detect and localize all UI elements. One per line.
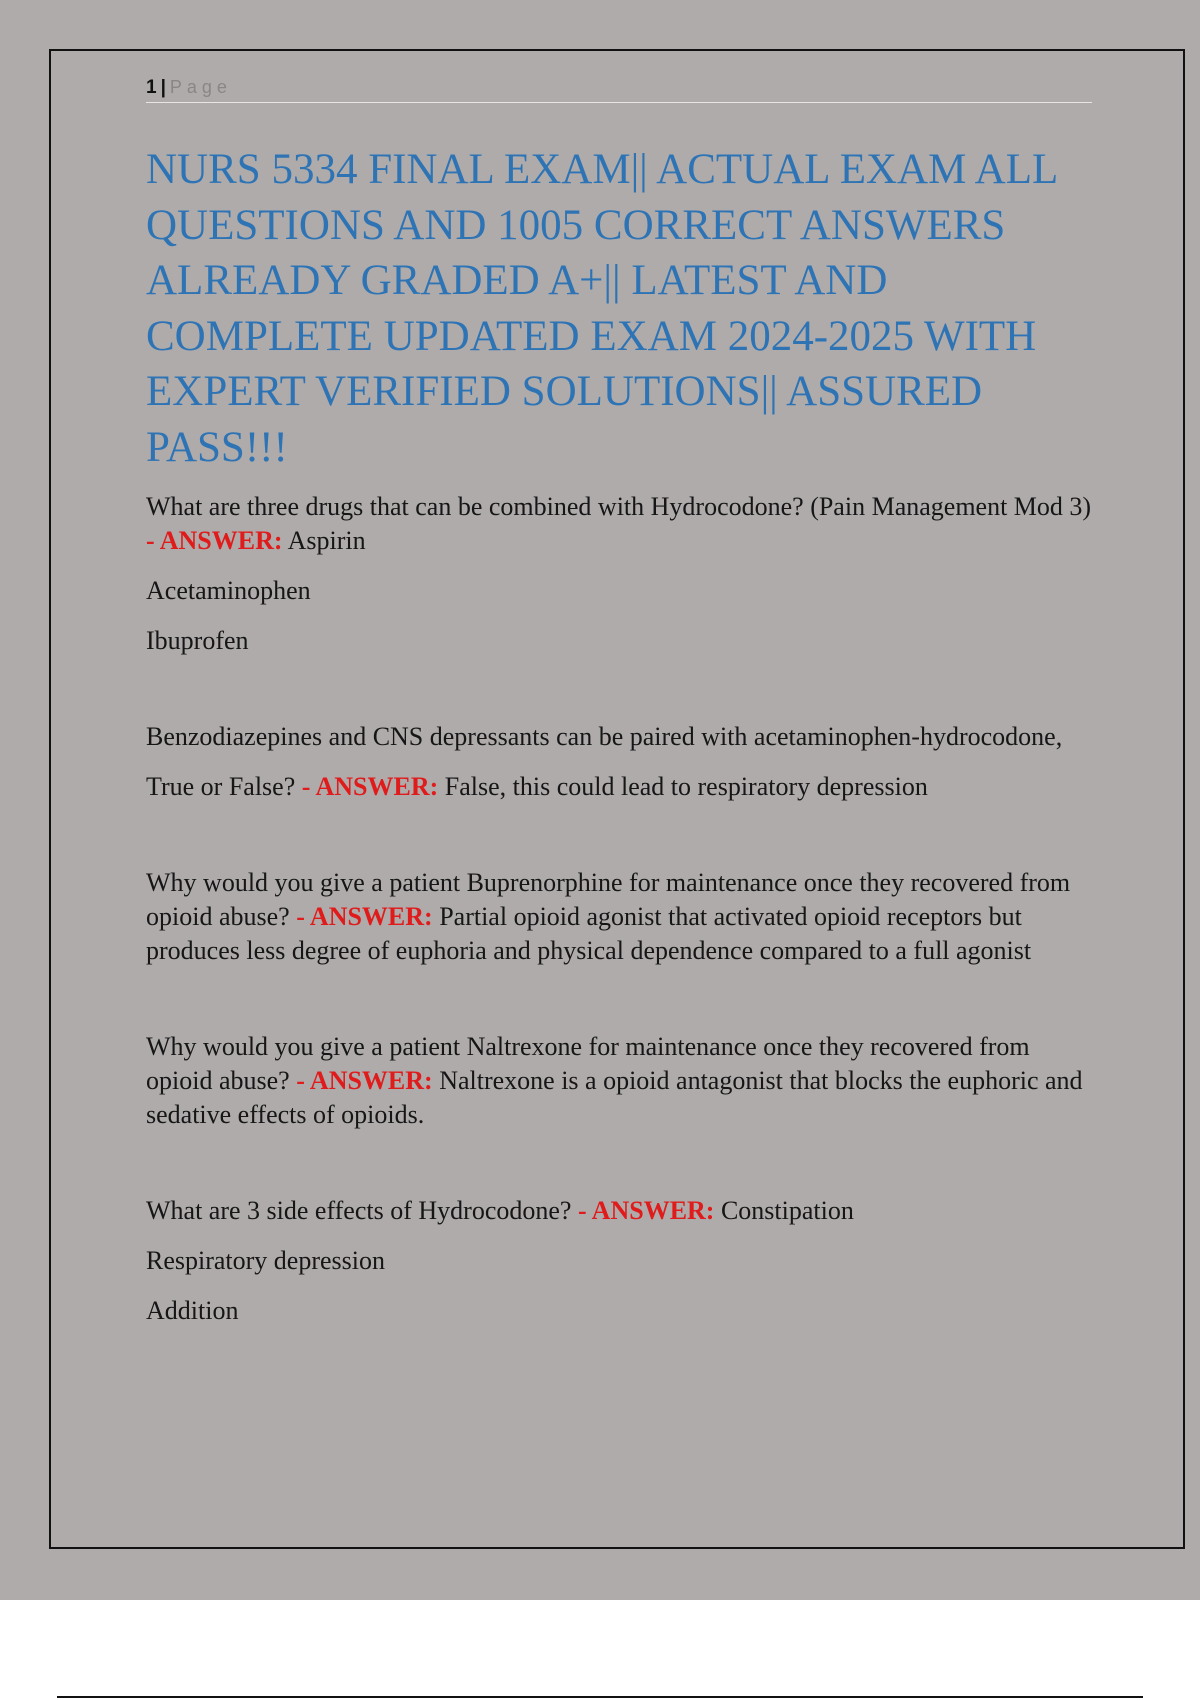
answer-line: Acetaminophen — [146, 576, 311, 605]
spacer — [146, 1148, 1096, 1194]
answer-line: Respiratory depression — [146, 1246, 386, 1275]
spacer — [146, 984, 1096, 1030]
qa-item-3 — [146, 866, 1096, 968]
answer-label: - ANSWER: — [577, 1196, 715, 1225]
qa-item-4 — [146, 1030, 1096, 1132]
qa-item-1 — [146, 490, 1096, 558]
answer-text: Partial opioid agonist that activated opioid receptors but produces less degree of euphoria and physical dependence compared to a full agonist — [146, 902, 1032, 965]
answer-line: Addition — [146, 1296, 239, 1325]
page-header — [146, 74, 1092, 103]
answer-line: Ibuprofen — [146, 626, 249, 655]
answer-text: Aspirin — [287, 526, 366, 555]
answer-label: - ANSWER: — [301, 772, 439, 801]
page-number: 1 — [146, 77, 157, 98]
answer-text: Naltrexone is a opioid antagonist that blocks the euphoric and sedative effects of opioids. — [146, 1066, 1083, 1129]
spacer — [146, 674, 1096, 720]
question-text: True or False? — [146, 772, 296, 801]
qa-content — [146, 490, 1096, 1344]
page-separator: | — [160, 77, 166, 98]
spacer — [146, 820, 1096, 866]
qa-item-2 — [146, 770, 1096, 804]
page-label: Page — [169, 77, 232, 97]
answer-text: Constipation — [720, 1196, 854, 1225]
answer-text: False, this could lead to respiratory depression — [444, 772, 928, 801]
question-text: Why would you give a patient Buprenorphine for maintenance once they recovered from opioid abuse? — [146, 868, 1071, 931]
qa-item-5 — [146, 1194, 1096, 1228]
question-text: Why would you give a patient Naltrexone for maintenance once they recovered from opioid abuse? — [146, 1032, 1030, 1095]
question-text: What are 3 side effects of Hydrocodone? — [146, 1196, 572, 1225]
document-title: NURS 5334 FINAL EXAM|| ACTUAL EXAM ALL QUESTIONS AND 1005 CORRECT ANSWERS ALREADY GRADED A+|| LATEST AND COMPLETE UPDATED EXAM 2024-2025 WITH EXPERT VERIFIED SOLUTIONS|| ASSURED PASS!!! — [146, 146, 1057, 471]
answer-label: - ANSWER: — [146, 526, 283, 555]
answer-label: - ANSWER: — [296, 902, 433, 931]
question-text: What are three drugs that can be combined with Hydrocodone? (Pain Management Mod 3) — [146, 492, 1092, 521]
answer-label: - ANSWER: — [296, 1066, 433, 1095]
qa-item-2-intro: Benzodiazepines and CNS depressants can be paired with acetaminophen-hydrocodone, — [146, 722, 1063, 751]
footer-rule — [57, 1696, 1143, 1698]
